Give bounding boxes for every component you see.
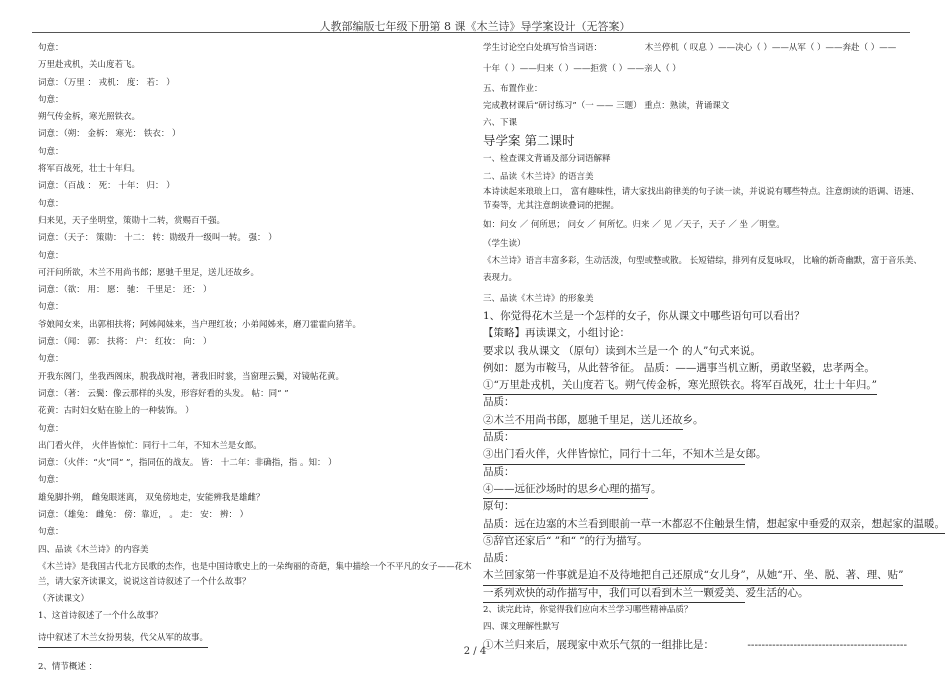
clue-6: 木兰回家第一件事就是迫不及待地把自己还原成“女儿身”，从她“开、坐、脱、著、理、贴” (483, 567, 903, 585)
sentence-meaning-line: 句意： (38, 527, 64, 538)
lesson-2-title: 导学案 第二课时 (483, 133, 575, 149)
word-meaning-line: 词意：（万里 ： 戎机： 度： 若： ） (38, 77, 175, 88)
sentence-meaning-line: 句意： (38, 250, 64, 261)
question-1-answer: 诗中叙述了木兰女扮男装，代父从军的故事。 (38, 630, 208, 648)
clue-6-continued: 一系列欢快的动作描写中，我们可以看到木兰一颗爱美、爱生活的心。 (483, 585, 745, 603)
word-meaning-line: 词意：（火伴：“火”同“ ”，指同伍的战友。 皆： 十二年：非确指，指 。知： ） (38, 458, 337, 469)
quality-1: 品质： (483, 396, 515, 409)
sentence-meaning-line: 句意： (38, 146, 64, 157)
poem-line: 出门看火伴， 火伴皆惊忙：同行十二年，不知木兰是女郎。 (38, 440, 262, 451)
language-summary-end: 表现力。 (483, 272, 518, 283)
quality-5: 品质： (483, 552, 515, 565)
section-5-heading: 五、布置作业： (483, 83, 543, 94)
question-2: 2、情节概述 ： (38, 661, 98, 672)
step-4-heading: 四、课文理解性默写 (483, 622, 560, 633)
sentence-meaning-line: 句意： (38, 302, 64, 313)
strategy-line: 【策略】再读课文，小组讨论： (483, 327, 630, 340)
quality-4: 品质：远在边塞的木兰看到眼前一草一木都忍不住触景生情，想起家中垂爱的双亲，想起家的温暖。 (483, 516, 945, 534)
language-intro-2: 节奏等，尤其注意朗读叠词的把握。 (483, 200, 620, 211)
step-3-heading: 三、品读《木兰诗》的形象美 (483, 293, 594, 304)
left-column (38, 40, 472, 676)
word-meaning-line: 词意：（朔： 金柝： 寒光： 铁衣： ） (38, 129, 181, 140)
sentence-meaning-line: 句意： (38, 475, 64, 486)
paragraph-intro-1: 《木兰诗》是我国古代北方民歌的杰作，也是中国诗歌史上的一朵绚丽的奇葩，集中描绘一个不平凡的女子——花木 (38, 561, 472, 572)
step-2-heading: 二、品读《木兰诗》的语言美 (483, 171, 594, 182)
page-number: 2 / 4 (463, 646, 487, 657)
image-question-1: 1、你觉得花木兰是一个怎样的女子，你从课文中哪些语句可以看出？ (483, 309, 805, 322)
image-question-2: 2、读完此诗，你觉得我们应向木兰学习哪些精神品质？ (483, 605, 693, 616)
example-line: 例如：愿为市鞍马，从此替爷征。 品质：——遇事当机立断，勇敢坚毅，忠孝两全。 (483, 361, 875, 374)
clue-1: ①“万里赴戎机，关山度若飞。朔气传金柝，寒光照铁衣。将军百战死，壮士十年归。” (483, 377, 877, 395)
poem-line: 爷娘闻女来，出郭相扶将；阿姊闻妹来，当户理红妆；小弟闻姊来，磨刀霍霍向猪羊。 (38, 319, 362, 330)
language-summary: 《木兰诗》语言丰富多彩，生动活泼，句型或整或散。 长短错综，排列有反复咏叹， 比喻的新奇幽默，富于音乐美、 (483, 255, 922, 266)
step-1: 一、检查课文背诵及部分词语解释 (483, 154, 611, 165)
rhythm-example: 如：问女 ／ 何所思； 问女 ／ 何所忆。归来 ／ 见 ／天子，天子 ／ 坐 ／明堂。 (483, 219, 785, 230)
clue-5: ⑤辞官还家后“ ”和“ ”的行为描写。 (483, 534, 648, 547)
student-read: （学生读） (483, 238, 526, 249)
sentence-pattern: 要求以 我从课文 （原句）读到木兰是一个 的人”句式来说。 (483, 344, 761, 357)
poem-line: 将军百战死，壮士十年归。 (38, 164, 141, 175)
quality-3: 品质： (483, 465, 515, 478)
quality-2: 品质： (483, 431, 515, 444)
clue-4: ④——远征沙场时的思乡心理的描写。 (483, 481, 648, 499)
clue-3: ③出门看火伴，火伴皆惊忙，同行十二年，不知木兰是女郎。 (483, 446, 745, 464)
poem-line: 归来见，天子坐明堂，策勋十二转，赏赐百千强。 (38, 215, 226, 226)
sentence-meaning-line: 句意： (38, 354, 64, 365)
word-meaning-line: 词意：（百战 ： 死： 十年： 归： ） (38, 181, 175, 192)
sentence-meaning-line: 句意： (38, 94, 64, 105)
word-meaning-line: 词意：（欲： 用： 愿： 驰： 千里足： 还： ） (38, 285, 212, 296)
section-6-heading: 六、下课 (483, 118, 518, 129)
poem-line: 朔气传金柝，寒光照铁衣。 (38, 112, 141, 123)
question-1: 1、这首诗叙述了一个什么故事？ (38, 611, 163, 622)
discussion-prompt: 学生讨论空白处填写恰当词语： (483, 43, 603, 53)
word-meaning-line: 词意：（闻： 郭： 扶将： 户： 红妆： 向： ） (38, 337, 212, 348)
homework-text: 完成教材课后“研讨练习”（一 —— 三题） 重点：熟读，背诵课文 (483, 100, 730, 111)
language-intro-1: 本诗读起来琅琅上口， 富有趣味性，请大家找出韵律美的句子读一读，并说说有哪些特点。注意朗读的语调、语速、 (483, 187, 920, 198)
plot-chain-2: 十年（ ）——归来（ ）——拒赏（ ）——亲人（ ） (483, 64, 681, 75)
sentence-meaning-line: 句意： (38, 423, 64, 434)
sentence-meaning-line: 句意： (38, 198, 64, 209)
read-instruction: （齐读课文） (38, 593, 90, 604)
clue-2: ②木兰不用尚书郎，愿驰千里足，送儿还故乡。 (483, 412, 683, 430)
vocab-exercise-lines (38, 40, 468, 559)
poem-line: 可汗问所欲，木兰不用尚书郎；愿驰千里足，送儿还故乡。 (38, 267, 260, 278)
paragraph-intro-2: 兰，请大家齐读课文，说说这首诗叙述了一个什么故事？ (38, 576, 251, 587)
dictation-blank-1: --------------------------------------------- (747, 638, 907, 651)
header-rule (32, 32, 910, 33)
word-meaning-line: 词意：（雄兔： 雌兔： 傍：靠近， 。 走： 安： 辨： ） (38, 510, 249, 521)
plot-chain-1: 木兰停机（ 叹息 ）——决心（ ）——从军（ ）——奔赴（ ）—— (644, 43, 897, 53)
poem-line: 万里赴戎机，关山度若飞。 (38, 60, 141, 71)
poem-line: 开我东阁门，坐我西阁床，脱我战时袍，著我旧时裳，当窗理云鬓，对镜帖花黄。 (38, 371, 345, 382)
poem-line: 花黄：古时妇女贴在脸上的一种装饰。 ） (38, 406, 194, 417)
word-meaning-line: 词意：（天子： 策勋： 十二： 转：勋级升一级叫一转。 强： ） (38, 233, 277, 244)
page-header: 人教部编版七年级下册第 8 课《木兰诗》导学案设计（无答案） (319, 20, 631, 33)
poem-line: 雄兔脚扑朔， 雌兔眼迷离， 双兔傍地走，安能辨我是雄雌？ (38, 492, 265, 503)
original-sentence: 原句： (483, 500, 515, 513)
right-column (483, 40, 945, 654)
word-meaning-line: 词意：（著： 云鬓：像云那样的头发，形容好看的头发。 帖：同“ ” (38, 388, 289, 399)
sentence-meaning-line: 句意： (38, 43, 64, 53)
poem-line: 四、品读《木兰诗》的内容美 (38, 544, 149, 555)
dictation-item-1: ①木兰归来后，展现家中欢乐气氛的一组排比是： (483, 638, 714, 651)
